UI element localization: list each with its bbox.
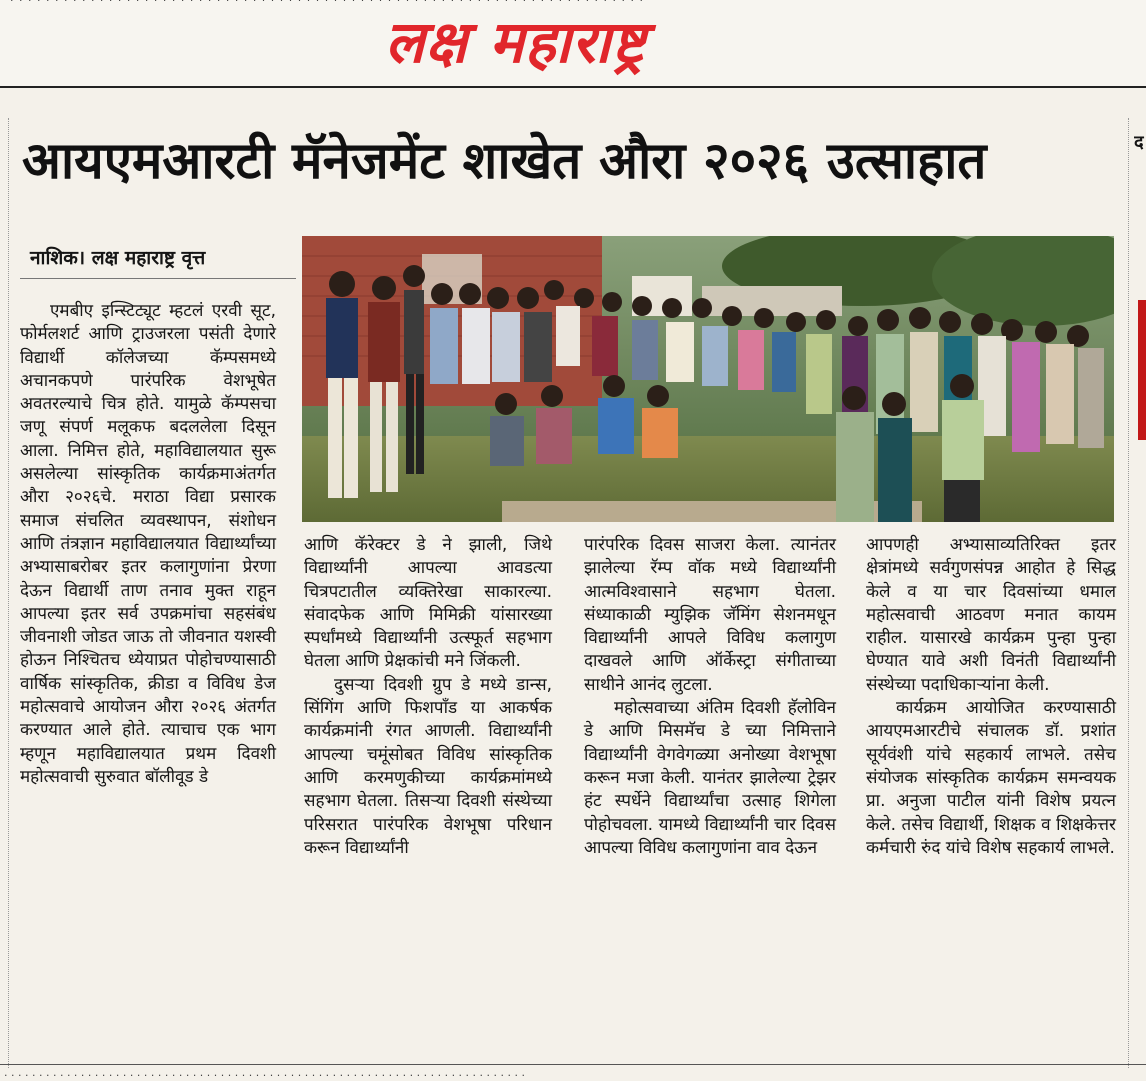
article-column-4 [866, 534, 1116, 860]
dateline-text: नाशिक। लक्ष महाराष्ट्र वृत्त [30, 247, 206, 269]
column-4-para-1: आपणही अभ्यासाव्यतिरिक्त इतर क्षेत्रांमध्ये सर्वगुणसंपन्न आहोत हे सिद्ध केले व या चार दिवसांच्या धमाल महोत्सवाची आठवण मनात कायम राहील. यासारखे कार्यक्रम पुन्हा पुन्हा घेण्यात यावे अशी विनंती विद्यार्थ्यांनी संस्थेच्या पदाधिकाऱ्यांना केली. [866, 535, 1116, 695]
group-photo [302, 236, 1114, 522]
article-column-1 [20, 300, 276, 789]
bottom-rule [0, 1064, 1146, 1065]
left-column-rule [0, 118, 9, 1068]
column-4-para-2: कार्यक्रम आयोजित करण्यासाठी आयएमआरटीचे संचालक डॉ. प्रशांत सूर्यवंशी यांचे सहकार्य लाभले. तसेच संयोजक सांस्कृतिक कार्यक्रम समन्वयक प्रा. अनुजा पाटील यांनी विशेष प्रयत्न केले. तसेच विद्यार्थी, शिक्षक व शिक्षकेत्तर कर्मचारी रुंद यांचे विशेष सहकार्य लाभले. [866, 698, 1116, 858]
article-headline: आयएमआरटी मॅनेजमेंट शाखेत औरा २०२६ उत्साहात [22, 132, 987, 191]
newspaper-masthead: लक्ष महाराष्ट्र [385, 8, 647, 76]
column-3-para-1: पारंपरिक दिवस साजरा केला. त्यानंतर झालेल्या रॅम्प वॉक मध्ये विद्यार्थ्यांनी आत्मविश्वासाने सहभाग घेतला. संध्याकाळी म्युझिक जॅमिंग सेशनमधून विद्यार्थ्यांनी आपले विविध कलागुण दाखवले आणि ऑर्केस्ट्रा संगीताच्या साथीने आनंद लुटला. [584, 535, 836, 695]
article-column-3 [584, 534, 836, 860]
adjacent-red-bar [1138, 300, 1146, 440]
adjacent-glyph: द [1134, 132, 1144, 153]
adjacent-article-fragment [1134, 130, 1146, 1070]
column-2-para-1: आणि कॅरेक्टर डे ने झाली, जिथे विद्यार्थ्यांनी आपल्या आवडत्या चित्रपटातील व्यक्तिरेखा साकारल्या. संवादफेक आणि मिमिक्री यांसारख्या स्पर्धांमध्ये विद्यार्थ्यांनी उत्स्फूर्त सहभाग घेतला आणि प्रेक्षकांची मने जिंकली. [304, 535, 552, 672]
column-1-text: एमबीए इन्स्टिट्यूट म्हटलं एरवी सूट, फोर्मलशर्ट आणि ट्राउजरला पसंती देणारे विद्यार्थी कॉलेजच्या कॅम्पसमध्ये अचानकपणे पारंपरिक वेशभूषेत अवतरल्याचे चित्र होते. यामुळे कॅम्पसचा जणू संपर्ण मलूकफ बदललेला दिसून आला. निमित्त होते, महाविद्यालयात सुरू असलेल्या सांस्कृतिक कार्यक्रमाअंतर्गत औरा २०२६चे. मराठा विद्या प्रसारक समाज संचलित व्यवस्थापन, संशोधन आणि तंत्रज्ञान महाविद्यालयात विद्यार्थ्यांच्या अभ्यासाबरोबर इतर कलागुणांना प्रेरणा देऊन विद्यार्थी ताण तनाव मुक्त राहून आपल्या इतर सर्व उपक्रमांचा सहसंबंध जीवनाशी जोडत जाऊ तो जीवनात यशस्वी होऊन निश्चितच ध्येयाप्रत पोहोचण्यासाठी वार्षिक सांस्कृतिक, क्रीडा व विविध डेज महोत्सवाचे आयोजन औरा २०२६ अंतर्गत करण्यात आले होते. त्याचाच एक भाग म्हणून महाविद्यालयात प्रथम दिवशी महोत्सवाची सुरुवात बॉलीवूड डे [20, 301, 276, 787]
column-2-para-2: दुसऱ्या दिवशी ग्रुप डे मध्ये डान्स, सिंगिंग आणि फिशपॉंड या आकर्षक कार्यक्रमांनी रंगत आणली. विद्यार्थ्यांनी आपल्या चमूंसोबत विविध सांस्कृतिक आणि करमणुकीच्या कार्यक्रमांमध्ये सहभाग घेतला. तिसऱ्या दिवशी संस्थेच्या परिसरात पारंपरिक वेशभूषा परिधान करून विद्यार्थ्यांनी [304, 674, 552, 858]
dateline [20, 238, 296, 279]
footer-cut-text: · · · · · · · · · · · · · · · · · · · · · · · · · · · · · · · · · · · · · · · · · · · · · · · · · · · · · · · · · · · · · · · · · · · · · · · · · · · [4, 1069, 525, 1081]
article-column-2 [304, 534, 552, 860]
right-column-rule [1128, 118, 1130, 1068]
column-3-para-2: महोत्सवाच्या अंतिम दिवशी हॅलोविन डे आणि मिसमॅच डे च्या निमित्ताने विद्यार्थ्यांनी वेगवेगळ्या अनोख्या वेशभूषा करून मजा केली. यानंतर झालेल्या ट्रेझर हंट स्पर्धेने विद्यार्थ्यांचा उत्साह शिगेला पोहोचवला. यामध्ये विद्यार्थ्यांनी चार दिवस आपल्या विविध कलागुणांना वाव देऊन [584, 698, 836, 858]
